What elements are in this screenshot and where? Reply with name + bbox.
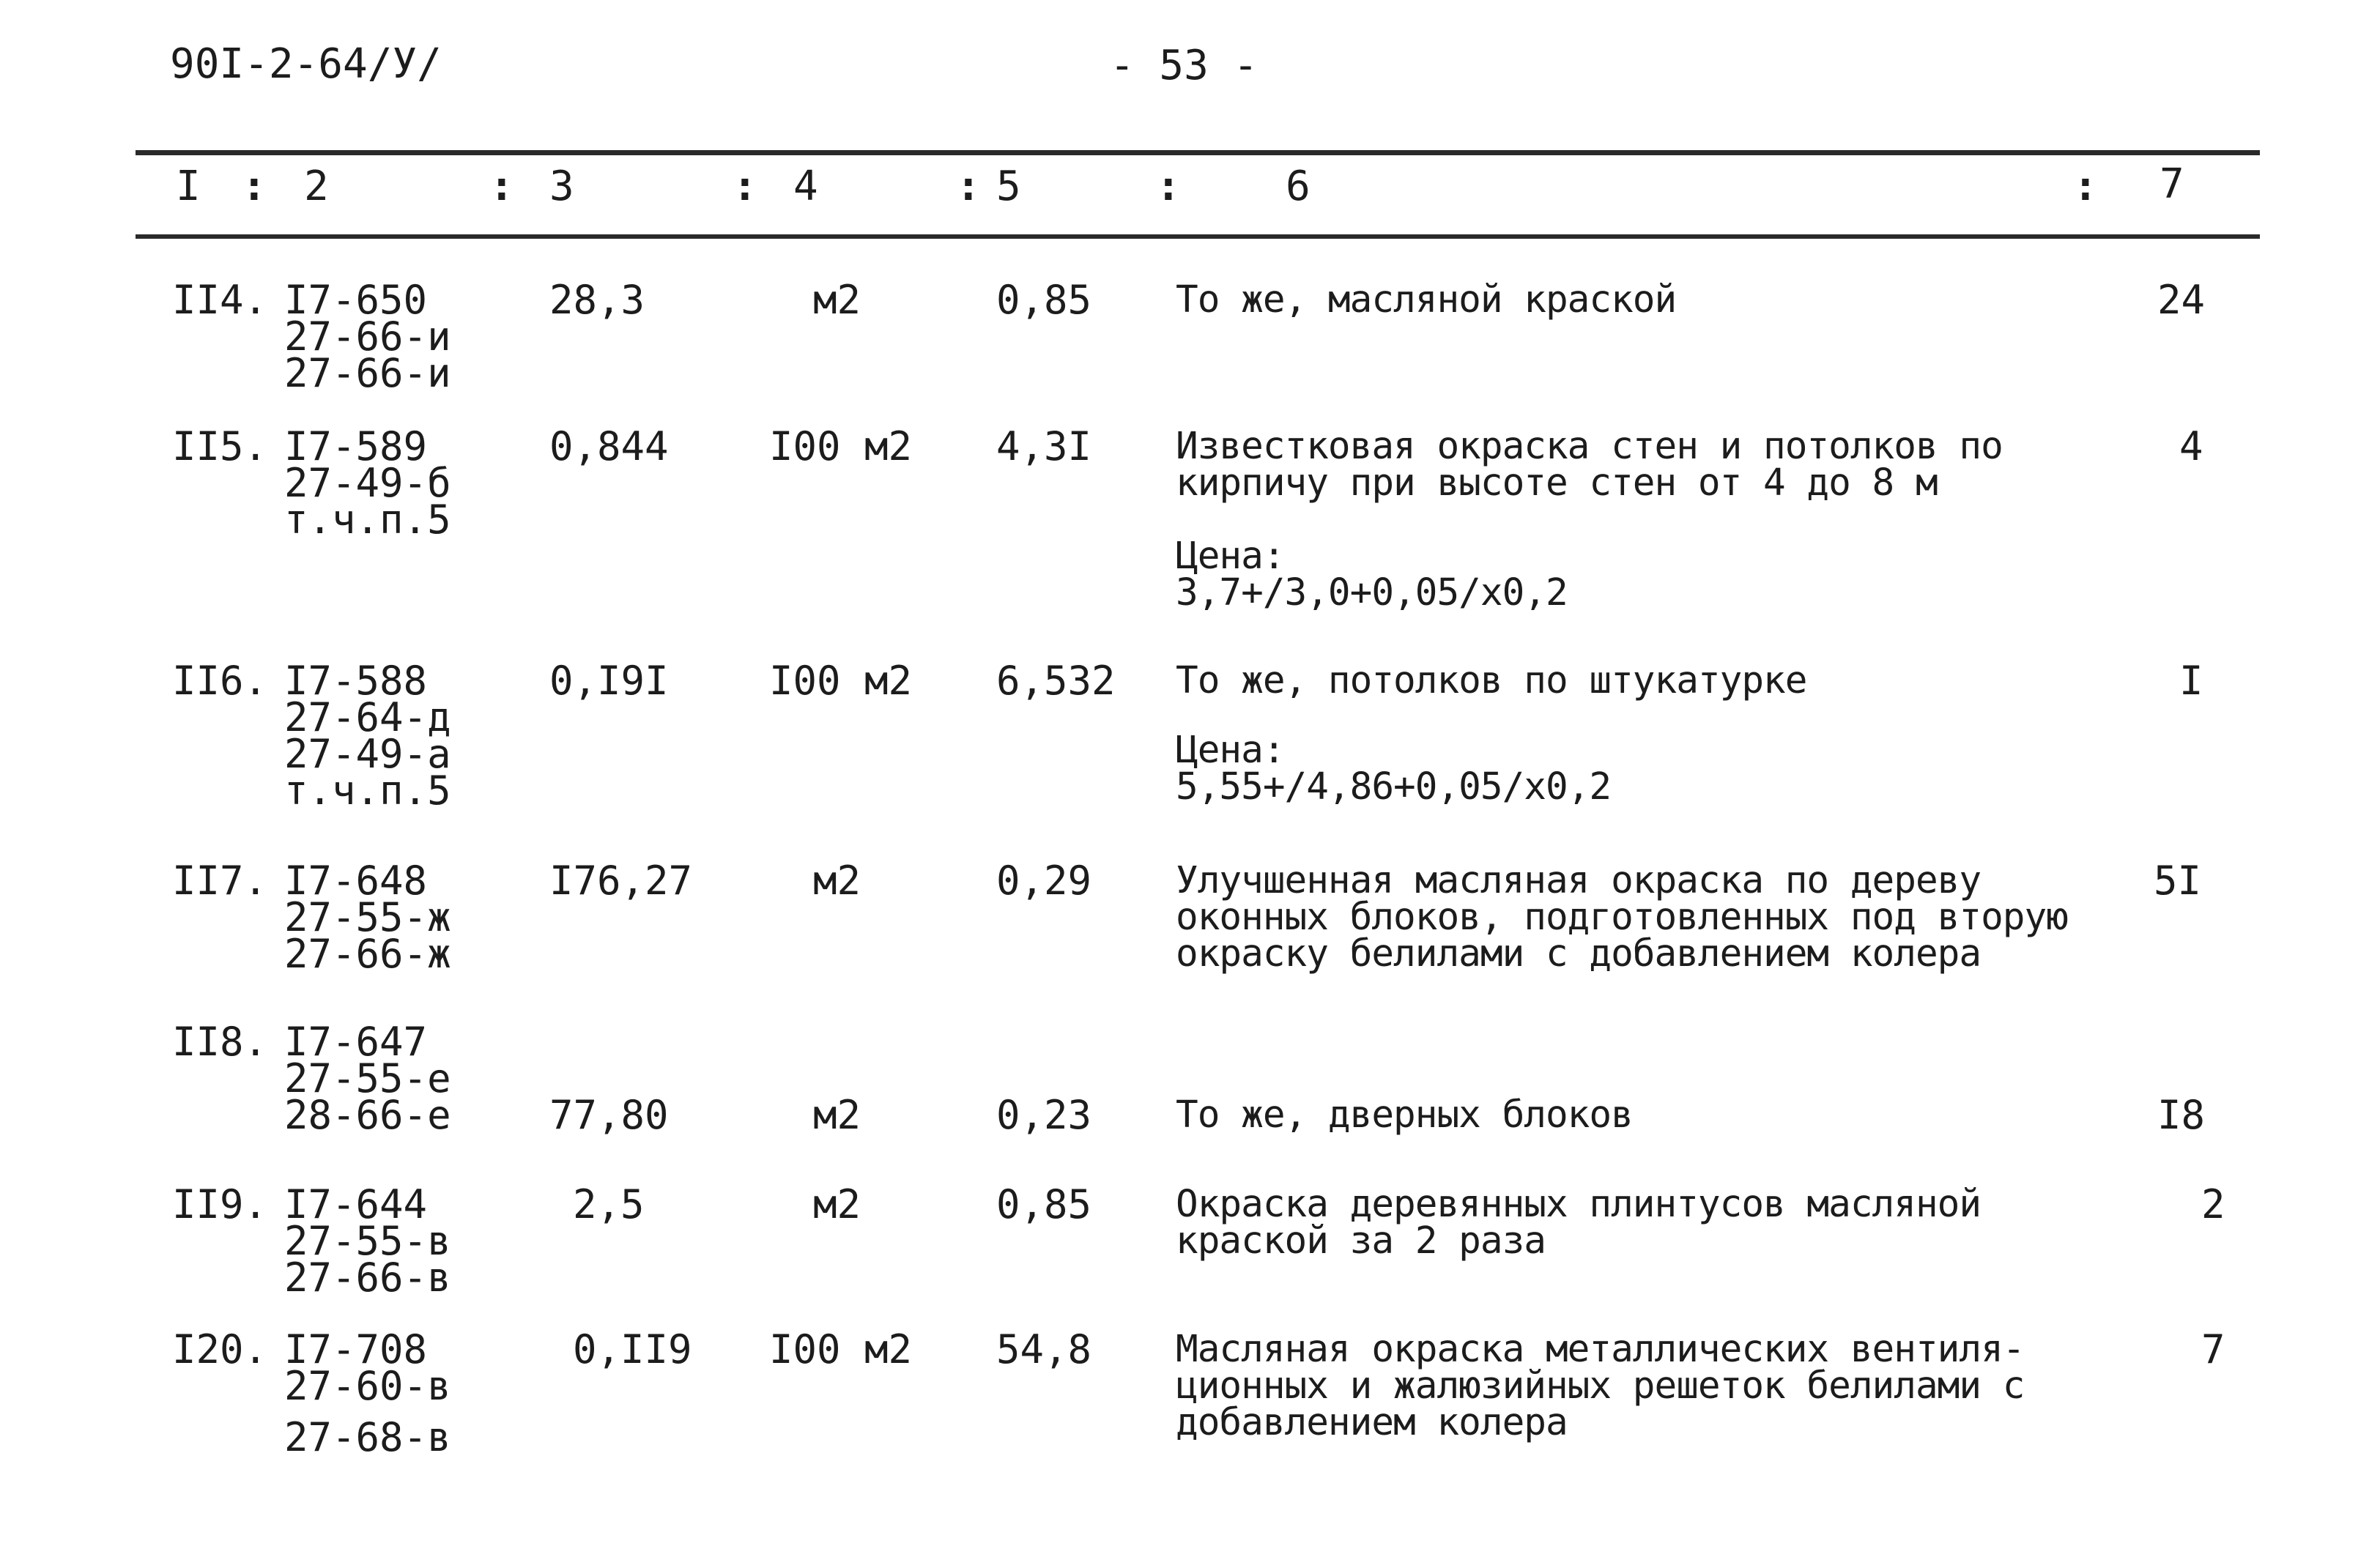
table-header-bottom-rule [136,234,2260,239]
quantity: 28,3 [549,277,645,323]
price-label: Цена: [1176,535,1285,578]
work-description: Масляная окраска металлических вентиля- [1176,1328,2025,1371]
column-separator: : [733,163,757,210]
unit: м2 [813,1181,861,1227]
price-formula: 3,7+/3,0+0,05/х0,2 [1176,571,1568,614]
row-number: I20. [172,1326,268,1372]
work-description: Известковая окраска стен и потолков по [1176,425,2003,468]
row-number: II4. [172,277,268,323]
unit-price: 0,85 [996,1181,1092,1227]
price-formula: 5,55+/4,86+0,05/х0,2 [1176,765,1612,809]
rate-code: т.ч.п.5 [284,768,451,814]
rate-code: I7-650 [284,277,428,323]
work-description: краской за 2 раза [1176,1219,1546,1263]
rate-code: 27-66-и [284,313,451,360]
total-cost: 2 [2201,1181,2225,1227]
row-number: II6. [172,658,268,704]
rate-code: 27-60-в [284,1363,451,1409]
unit: I00 м2 [769,423,913,469]
work-description: То же, масляной краской [1176,278,1677,322]
unit: I00 м2 [769,1326,913,1372]
column-separator: : [2073,163,2098,210]
work-description: кирпичу при высоте стен от 4 до 8 м [1176,461,1938,505]
total-cost: 24 [2157,277,2206,323]
column-separator: : [242,163,267,210]
work-description: добавлением колера [1176,1401,1568,1444]
row-number: II7. [172,858,268,904]
work-description: То же, дверных блоков [1176,1093,1633,1137]
column-header-2: 2 [304,163,329,210]
column-header-1: I [176,163,201,210]
price-label: Цена: [1176,729,1285,772]
total-cost: 7 [2201,1326,2225,1372]
unit-price: 0,29 [996,858,1092,904]
column-separator: : [1156,163,1181,210]
work-description: оконных блоков, подготовленных под вторую [1176,896,2068,939]
column-separator: : [489,163,514,210]
rate-code: т.ч.п.5 [284,497,451,543]
unit-price: 0,23 [996,1092,1092,1138]
unit: м2 [813,1092,861,1138]
work-description: ционных и жалюзийных решеток белилами с [1176,1364,2025,1408]
row-number: II5. [172,423,268,469]
quantity: 0,II9 [573,1326,692,1372]
total-cost: I8 [2157,1092,2206,1138]
rate-code: I7-647 [284,1019,428,1065]
rate-code: 27-64-д [284,694,451,740]
rate-code: 27-55-в [284,1218,451,1264]
unit-price: 0,85 [996,277,1092,323]
table-top-rule [136,150,2260,155]
total-cost: 4 [2179,423,2203,469]
unit-price: 6,532 [996,658,1116,704]
rate-code: I7-644 [284,1181,428,1227]
rate-code: 27-66-ж [284,931,451,977]
column-header-4: 4 [793,163,818,210]
rate-code: 27-49-а [284,731,451,777]
quantity: 0,844 [549,423,669,469]
column-separator: : [956,163,981,210]
rate-code: 27-66-и [284,350,451,396]
rate-code: I7-708 [284,1326,428,1372]
unit-price: 54,8 [996,1326,1092,1372]
rate-code: 28-66-е [284,1092,451,1138]
work-description: Окраска деревянных плинтусов масляной [1176,1183,1982,1226]
page-number: - 53 - [1110,42,1258,89]
work-description: То же, потолков по штукатурке [1176,659,1807,702]
rate-code: 27-66-в [284,1255,451,1301]
total-cost: 5I [2154,858,2202,904]
unit: м2 [813,277,861,323]
rate-code: I7-589 [284,423,428,469]
quantity: 77,80 [549,1092,669,1138]
rate-code: 27-55-ж [284,894,451,940]
total-cost: I [2179,658,2203,704]
unit-price: 4,3I [996,423,1092,469]
row-number: II9. [172,1181,268,1227]
quantity: 2,5 [573,1181,645,1227]
document-code: 90I-2-64/У/ [170,40,442,88]
unit: I00 м2 [769,658,913,704]
column-header-3: 3 [549,163,574,210]
column-header-7: 7 [2160,160,2184,208]
quantity: I76,27 [549,858,693,904]
row-number: II8. [172,1019,268,1065]
rate-code: 27-68-в [284,1414,451,1460]
rate-code: 27-49-б [284,460,451,506]
rate-code: 27-55-е [284,1055,451,1101]
quantity: 0,I9I [549,658,669,704]
column-header-5: 5 [996,163,1021,210]
rate-code: I7-648 [284,858,428,904]
unit: м2 [813,858,861,904]
column-header-6: 6 [1286,163,1311,210]
rate-code: I7-588 [284,658,428,704]
work-description: Улучшенная масляная окраска по дереву [1176,859,1982,902]
work-description: окраску белилами с добавлением колера [1176,932,1982,976]
